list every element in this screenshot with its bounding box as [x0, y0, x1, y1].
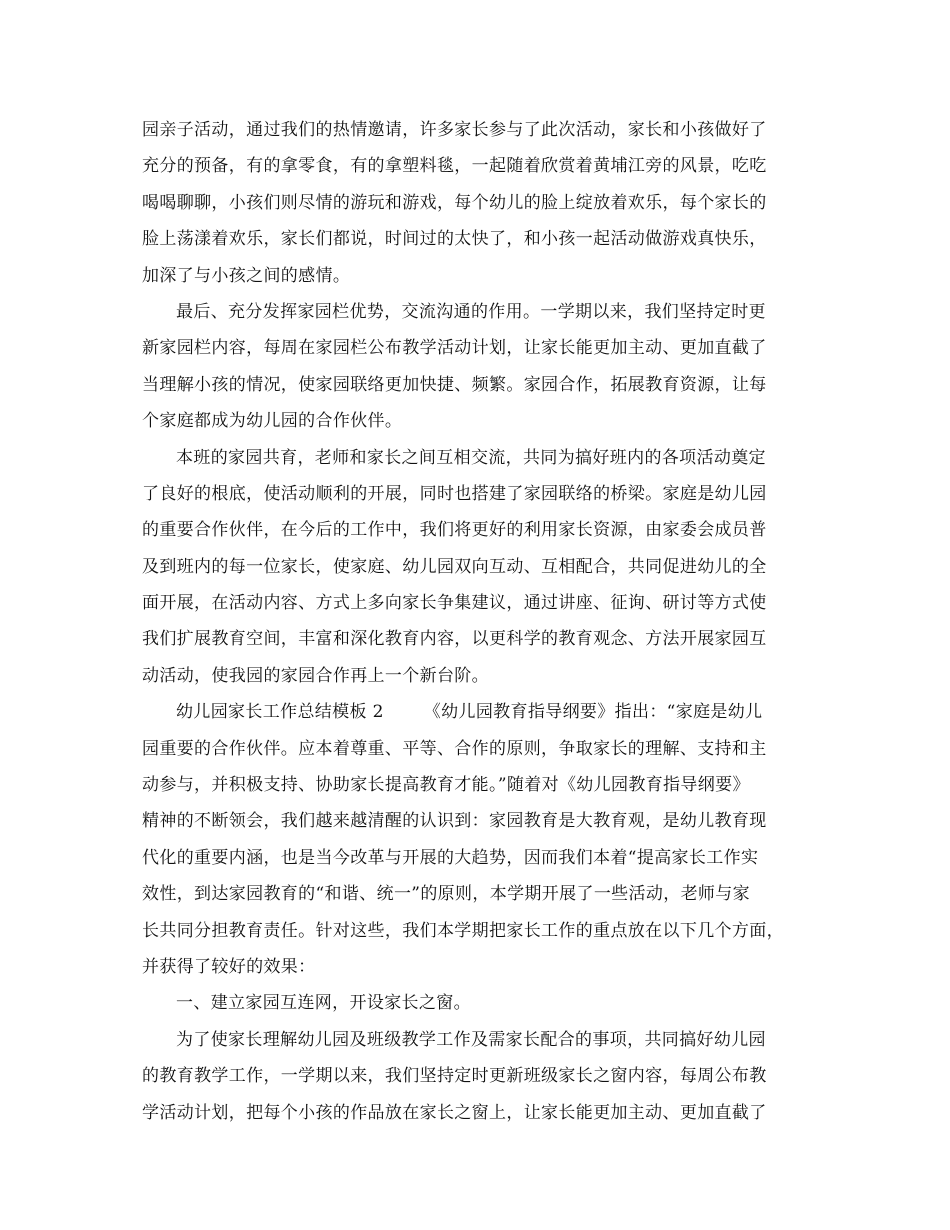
- text-line: 长共同分担教育责任。针对这些，我们本学期把家长工作的重点放在以下几个方面，: [142, 920, 784, 941]
- template-title: 幼儿园家长工作总结模板 2: [176, 702, 384, 723]
- text-line: 了良好的根底，使活动顺利的开展，同时也搭建了家园联络的桥梁。家庭是幼儿园: [142, 483, 767, 504]
- paragraph-start-line: 为了使家长理解幼儿园及班级教学工作及需家长配合的事项，共同搞好幼儿园: [176, 1029, 766, 1050]
- text-line: 新家园栏内容，每周在家园栏公布教学活动计划，让家长能更加主动、更加直截了: [142, 338, 767, 359]
- text-line: 及到班内的每一位家长，使家庭、幼儿园双向互动、互相配合，共同促进幼儿的全: [142, 556, 767, 577]
- text-line: 充分的预备，有的拿零食，有的拿塑料毯，一起随着欣赏着黄埔江旁的风景，吃吃: [142, 156, 767, 177]
- text-line: 的教育教学工作，一学期以来，我们坚持定时更新班级家长之窗内容，每周公布教: [142, 1066, 767, 1087]
- paragraph-start-line: 最后、充分发挥家园栏优势，交流沟通的作用。一学期以来，我们坚持定时更: [176, 301, 766, 322]
- text-line: 的重要合作伙伴，在今后的工作中，我们将更好的利用家长资源，由家委会成员普: [142, 520, 767, 541]
- text-line: 加深了与小孩之间的感情。: [142, 265, 351, 286]
- section-heading: 一、建立家园互连网，开设家长之窗。: [176, 993, 471, 1014]
- text-line: 园重要的合作伙伴。应本着尊重、平等、合作的原则，争取家长的理解、支持和主: [142, 738, 767, 759]
- text-line: 效性，到达家园教育的“和谐、统一”的原则，本学期开展了一些活动，老师与家: [142, 884, 750, 905]
- text-line: 代化的重要内涵，也是当今改革与开展的大趋势，因而我们本着“提高家长工作实: [142, 847, 759, 868]
- text-line: 脸上荡漾着欢乐，家长们都说，时间过的太快了，和小孩一起活动做游戏真快乐，: [142, 229, 767, 250]
- text-line: 个家庭都成为幼儿园的合作伙伴。: [142, 411, 403, 432]
- template-intro: 《幼儿园教育指导纲要》指出：“家庭是幼儿: [423, 702, 763, 723]
- template-heading-line: [142, 694, 826, 730]
- text-line: 学活动计划，把每个小孩的作品放在家长之窗上，让家长能更加主动、更加直截了: [142, 1102, 767, 1123]
- text-line: 精神的不断领会，我们越来越清醒的认识到：家园教育是大教育观，是幼儿教育现: [142, 811, 767, 832]
- text-line: 面开展，在活动内容、方式上多向家长争集建议，通过讲座、征询、研讨等方式使: [142, 593, 767, 614]
- text-line: 园亲子活动，通过我们的热情邀请，许多家长参与了此次活动，家长和小孩做好了: [142, 120, 767, 140]
- document-body: [142, 112, 826, 1131]
- text-line: 我们扩展教育空间，丰富和深化教育内容，以更科学的教育观念、方法开展家园互: [142, 629, 767, 650]
- text-line: 喝喝聊聊，小孩们则尽情的游玩和游戏，每个幼儿的脸上绽放着欢乐，每个家长的: [142, 192, 767, 213]
- paragraph-start-line: 本班的家园共育，老师和家长之间互相交流，共同为搞好班内的各项活动奠定: [176, 447, 766, 468]
- text-line: 动参与，并积极支持、协助家长提高教育才能。”随着对《幼儿园教育指导纲要》: [142, 775, 750, 796]
- text-line: 并获得了较好的效果：: [142, 956, 316, 977]
- text-line: 当理解小孩的情况，使家园联络更加快捷、频繁。家园合作，拓展教育资源，让每: [142, 374, 767, 395]
- text-line: 动活动，使我园的家园合作再上一个新台阶。: [142, 665, 489, 686]
